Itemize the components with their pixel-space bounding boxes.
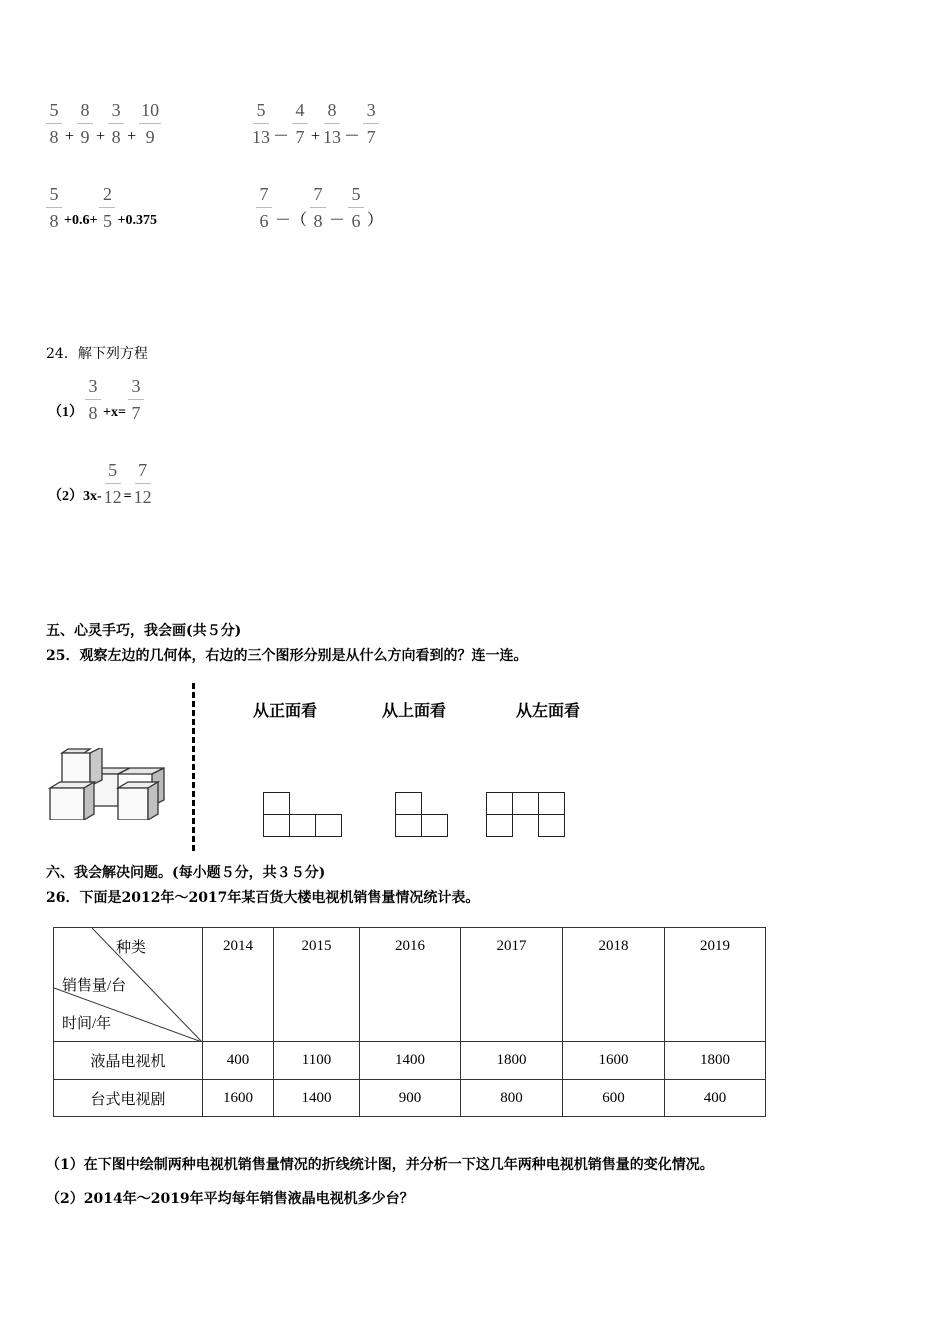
numerator: 3 (85, 376, 101, 400)
question-24-title: 24．解下列方程 (46, 346, 148, 362)
operator: + (127, 128, 137, 145)
table-cell: 1100 (274, 1042, 360, 1080)
numerator: 5 (105, 460, 121, 484)
view-label-left: 从左面看 (516, 701, 581, 720)
cube-solid-figure (48, 748, 168, 820)
denominator: 8 (111, 127, 121, 147)
fraction (46, 184, 62, 231)
numerator: 8 (324, 100, 340, 124)
fraction (134, 460, 152, 507)
table-cell: 800 (461, 1080, 563, 1117)
denominator: 9 (145, 127, 155, 147)
fraction (310, 184, 326, 231)
numerator: 8 (77, 100, 93, 124)
sub-question-2: （2）2014年～2019年平均每年销售液晶电视机多少台？ (46, 1191, 414, 1207)
question-25-title: 25．观察左边的几何体，右边的三个图形分别是从什么方向看到的？连一连。 (46, 648, 528, 664)
table-cell: 1400 (360, 1042, 461, 1080)
numerator: 2 (99, 184, 115, 208)
numerator: 3 (363, 100, 379, 124)
numerator: 4 (292, 100, 308, 124)
row-label: 液晶电视机 (54, 1042, 203, 1080)
operator: － (344, 128, 361, 145)
view-shape-1 (263, 792, 342, 837)
numerator: 5 (253, 100, 269, 124)
question-26-title: 26．下面是2012年～2017年某百货大楼电视机销售量情况统计表。 (46, 890, 480, 906)
numerator: 5 (46, 100, 62, 124)
year-header: 2017 (461, 928, 563, 1042)
table-cell: 1800 (665, 1042, 766, 1080)
operator: +x= (103, 405, 126, 420)
expression-1 (44, 100, 163, 147)
year-header: 2015 (274, 928, 360, 1042)
operator: －（ (275, 212, 308, 229)
year-header: 2016 (360, 928, 461, 1042)
operator: － (329, 212, 346, 229)
fraction (139, 100, 161, 147)
table-cell: 900 (360, 1080, 461, 1117)
operator: +0.6+ (64, 213, 98, 228)
operator: = (123, 489, 132, 504)
expression-4 (254, 184, 384, 231)
diagonal-header-cell (54, 928, 203, 1042)
fraction (323, 100, 341, 147)
table-cell: 400 (203, 1042, 274, 1080)
table-cell: 1600 (563, 1042, 665, 1080)
section-6-heading: 六、我会解决问题。(每小题５分，共３５分) (46, 865, 326, 881)
numerator: 7 (256, 184, 272, 208)
table-cell: 1400 (274, 1080, 360, 1117)
denominator: 8 (313, 211, 323, 231)
fraction (292, 100, 308, 147)
fraction (252, 100, 270, 147)
header-time: 时间/年 (62, 1016, 112, 1032)
fraction (128, 376, 144, 423)
operator: + (65, 128, 75, 145)
denominator: 13 (323, 127, 342, 147)
denominator: 8 (49, 211, 59, 231)
denominator: 7 (131, 403, 141, 423)
year-header: 2019 (665, 928, 766, 1042)
view-label-front: 从正面看 (253, 701, 318, 720)
view-label-top: 从上面看 (382, 701, 447, 720)
sales-table (53, 927, 766, 1117)
equation-2 (48, 460, 154, 507)
numerator: 5 (46, 184, 62, 208)
row-label: 台式电视剧 (54, 1080, 203, 1117)
section-5-heading: 五、心灵手巧，我会画(共５分) (46, 623, 242, 639)
equation-1 (48, 376, 146, 423)
table-cell: 600 (563, 1080, 665, 1117)
table-cell: 400 (665, 1080, 766, 1117)
sub-question-1: （1）在下图中绘制两种电视机销售量情况的折线统计图，并分析一下这几年两种电视机销售量的变化情况。 (46, 1157, 714, 1173)
equation-label: （1） (48, 405, 83, 420)
view-shape-3 (486, 792, 565, 837)
numerator: 3 (128, 376, 144, 400)
fraction (256, 184, 272, 231)
fraction (363, 100, 379, 147)
fraction (104, 460, 122, 507)
fraction (77, 100, 93, 147)
denominator: 8 (49, 127, 59, 147)
denominator: 8 (88, 403, 98, 423)
denominator: 12 (133, 487, 152, 507)
denominator: 6 (259, 211, 269, 231)
operator: +0.375 (117, 213, 157, 228)
table-cell: 1600 (203, 1080, 274, 1117)
expression-2 (250, 100, 381, 147)
denominator: 9 (80, 127, 90, 147)
equation-label: （2）3x- (48, 489, 102, 504)
numerator: 10 (139, 100, 161, 124)
denominator: 7 (366, 127, 376, 147)
fraction (85, 376, 101, 423)
denominator: 7 (295, 127, 305, 147)
year-header: 2018 (563, 928, 665, 1042)
year-header: 2014 (203, 928, 274, 1042)
numerator: 3 (108, 100, 124, 124)
table-row (54, 1042, 766, 1080)
numerator: 7 (135, 460, 151, 484)
view-shape-2 (395, 792, 448, 837)
denominator: 6 (351, 211, 361, 231)
operator: ） (367, 212, 384, 229)
operator: + (311, 128, 321, 145)
operator: + (96, 128, 106, 145)
header-sales: 销售量/台 (62, 978, 127, 994)
expression-3 (44, 184, 157, 231)
numerator: 7 (310, 184, 326, 208)
fraction (99, 184, 115, 231)
table-row (54, 1080, 766, 1117)
header-kind: 种类 (116, 940, 147, 956)
table-cell: 1800 (461, 1042, 563, 1080)
operator: － (273, 128, 290, 145)
dashed-divider (192, 683, 195, 851)
denominator: 12 (103, 487, 122, 507)
numerator: 5 (348, 184, 364, 208)
denominator: 5 (102, 211, 112, 231)
denominator: 13 (252, 127, 270, 147)
fraction (46, 100, 62, 147)
fraction (348, 184, 364, 231)
fraction (108, 100, 124, 147)
